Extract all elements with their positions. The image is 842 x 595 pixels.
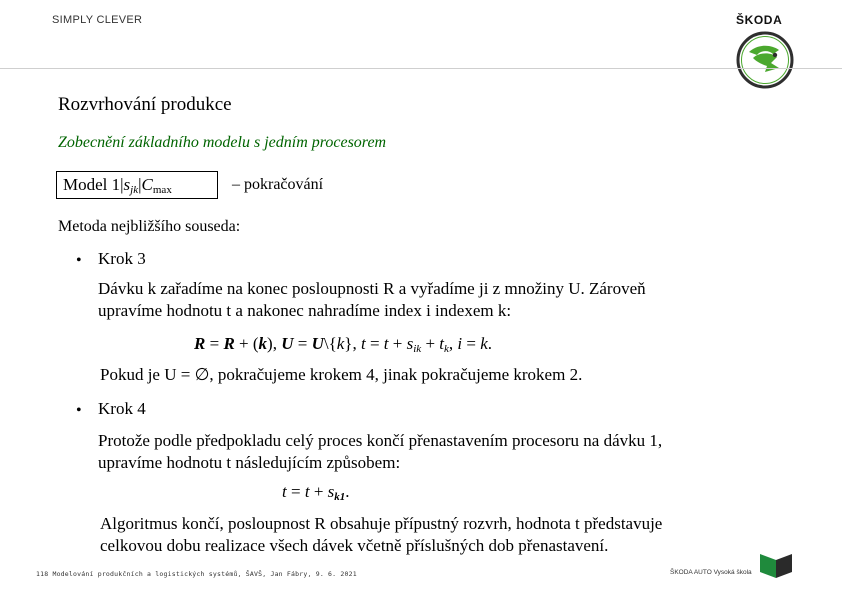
step-4-line-4: celkovou dobu realizace všech dávek včetně příslušných dob přenastavení. <box>100 536 609 555</box>
step-4-equation: $t = t + s_{k1}$. <box>282 482 350 503</box>
step-3-line-2: upravíme hodnotu t a nakonec nahradíme index i indexem k: <box>98 301 512 320</box>
model-label: Model 1 <box>63 175 121 194</box>
slide-subtitle: Zobecnění základního modelu s jedním procesorem <box>58 134 387 151</box>
brand-slogan: SIMPLY CLEVER <box>52 14 143 26</box>
step-3-paragraph <box>98 278 798 322</box>
step-4-title: Krok 4 <box>98 399 146 418</box>
step-3-line-1: Dávku k zařadíme na konec posloupnosti R a vyřadíme ji z množiny U. Zároveň <box>98 279 646 298</box>
step-3-bullet: • <box>76 252 82 269</box>
step-4-line-1: Protože podle předpokladu celý proces končí přenastavením procesoru na dávku 1, <box>98 431 663 450</box>
continuation-label: – pokračování <box>232 176 324 193</box>
method-heading: Metoda nejbližšího souseda: <box>58 218 241 235</box>
step-4-line-3: Algoritmus končí, posloupnost R obsahuje přípustný rozvrh, hodnota t představuje <box>100 514 663 533</box>
step-4-paragraph <box>98 430 808 474</box>
step-3-title: Krok 3 <box>98 249 146 268</box>
step-3-equation: R = R + (k), U = U\{k}, $t = t + s_{ik} + t_k$, i = k. <box>194 334 493 355</box>
header-divider <box>0 68 842 69</box>
brand-name: ŠKODA <box>736 13 783 27</box>
step-3-line-3: Pokud je U = ∅, pokračujeme krokem 4, jinak pokračujeme krokem 2. <box>100 365 583 384</box>
step-4-line-2: upravíme hodnotu t následujícím způsobem: <box>98 453 401 472</box>
slide-title: Rozvrhování produkce <box>58 94 232 115</box>
footer-brand: ŠKODA AUTO Vysoká škola <box>670 569 752 576</box>
flag-logo-icon <box>760 552 794 580</box>
skoda-winged-arrow-icon <box>735 30 795 90</box>
step-4-conclusion <box>100 513 810 557</box>
step-4-bullet: • <box>76 402 82 419</box>
model-notation-box: Model $1|s_{jk}|C_{max}$ <box>56 171 218 199</box>
footer-text: 118 Modelování produkčních a logistických systémů, ŠAVŠ, Jan Fábry, 9. 6. 2021 <box>36 570 357 578</box>
